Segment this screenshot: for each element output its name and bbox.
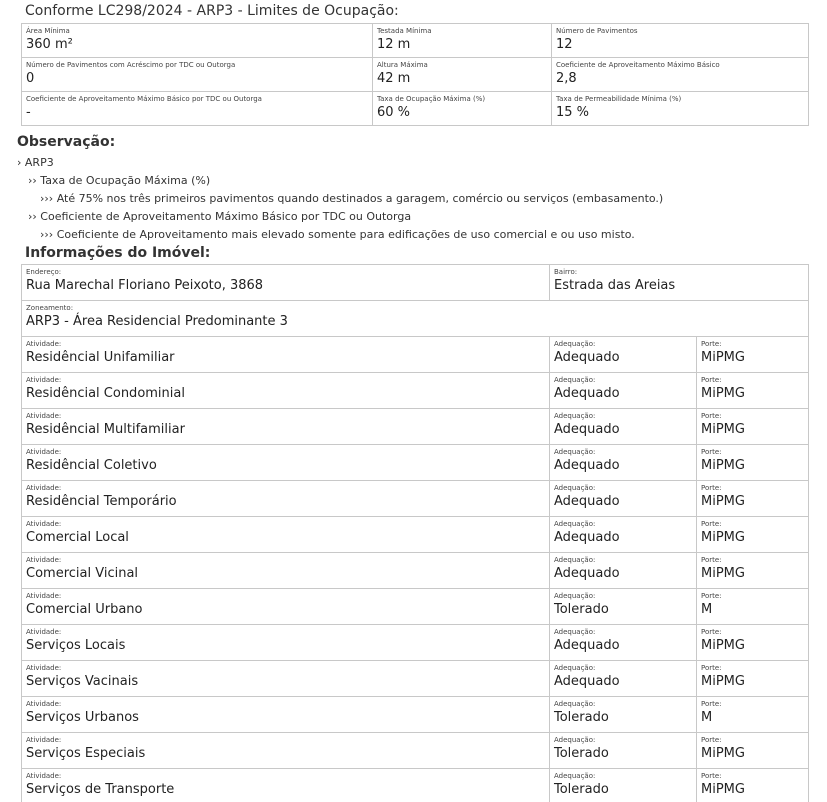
limits-cell (373, 92, 552, 126)
bairro-label: Bairro: (554, 268, 578, 276)
limit-label: Altura Máxima (377, 61, 428, 69)
atividade-cell (22, 373, 550, 409)
adequacao-value: Adequado (554, 494, 620, 509)
limit-label: Taxa de Permeabilidade Mínima (%) (556, 95, 682, 103)
adequacao-label: Adequação: (554, 736, 596, 744)
porte-value: MiPMG (701, 530, 745, 545)
limits-cell (373, 58, 552, 92)
atividade-label: Atividade: (26, 520, 62, 528)
atividade-cell (22, 697, 550, 733)
limit-value: 15 % (556, 105, 590, 120)
porte-label: Porte: (701, 736, 722, 744)
adequacao-cell (550, 409, 697, 445)
limit-value: - (26, 105, 31, 120)
adequacao-value: Tolerado (554, 746, 609, 761)
bairro-value: Estrada das Areias (554, 278, 676, 293)
atividade-label: Atividade: (26, 664, 62, 672)
porte-label: Porte: (701, 520, 722, 528)
adequacao-label: Adequação: (554, 592, 596, 600)
porte-cell (697, 625, 809, 661)
porte-value: M (701, 602, 713, 617)
porte-cell (697, 481, 809, 517)
atividade-value: Residêncial Unifamiliar (26, 350, 175, 365)
adequacao-label: Adequação: (554, 412, 596, 420)
adequacao-cell (550, 445, 697, 481)
atividade-cell (22, 733, 550, 769)
porte-cell (697, 409, 809, 445)
porte-label: Porte: (701, 772, 722, 780)
adequacao-value: Adequado (554, 386, 620, 401)
bairro-cell (550, 265, 809, 301)
adequacao-cell (550, 517, 697, 553)
limits-cell (22, 24, 373, 58)
adequacao-label: Adequação: (554, 340, 596, 348)
atividade-row (22, 445, 809, 481)
porte-cell (697, 445, 809, 481)
observacao-line: ››› Até 75% nos três primeiros pavimentos quando destinados a garagem, comércio ou serviços (embasamento.) (40, 192, 664, 205)
atividade-cell (22, 445, 550, 481)
adequacao-cell (550, 697, 697, 733)
limit-value: 42 m (377, 71, 411, 86)
limit-value: 2,8 (556, 71, 577, 86)
adequacao-cell (550, 337, 697, 373)
atividade-row (22, 697, 809, 733)
atividade-value: Residêncial Multifamiliar (26, 422, 185, 437)
observacao-line: ›› Coeficiente de Aproveitamento Máximo Básico por TDC ou Outorga (28, 210, 412, 223)
adequacao-value: Adequado (554, 422, 620, 437)
porte-label: Porte: (701, 448, 722, 456)
atividade-value: Comercial Local (26, 530, 129, 545)
limit-label: Testada Mínima (377, 27, 432, 35)
porte-label: Porte: (701, 484, 722, 492)
atividade-cell (22, 553, 550, 589)
porte-value: M (701, 710, 713, 725)
adequacao-value: Adequado (554, 530, 620, 545)
limits-cell (552, 24, 809, 58)
limit-label: Coeficiente de Aproveitamento Máximo Básico (556, 61, 720, 69)
limit-label: Coeficiente de Aproveitamento Máximo Básico por TDC ou Outorga (26, 95, 262, 103)
adequacao-label: Adequação: (554, 484, 596, 492)
atividade-row (22, 625, 809, 661)
atividade-cell (22, 337, 550, 373)
atividade-value: Serviços Vacinais (26, 674, 139, 689)
atividade-row (22, 589, 809, 625)
atividade-cell (22, 769, 550, 802)
adequacao-cell (550, 661, 697, 697)
porte-cell (697, 373, 809, 409)
atividade-row (22, 769, 809, 802)
limits-cell (22, 92, 373, 126)
limit-value: 12 (556, 37, 573, 52)
limit-value: 60 % (377, 105, 411, 120)
adequacao-cell (550, 769, 697, 802)
porte-value: MiPMG (701, 422, 745, 437)
atividade-cell (22, 589, 550, 625)
adequacao-value: Adequado (554, 458, 620, 473)
porte-value: MiPMG (701, 386, 745, 401)
atividade-label: Atividade: (26, 628, 62, 636)
atividade-cell (22, 661, 550, 697)
adequacao-cell (550, 481, 697, 517)
atividade-label: Atividade: (26, 484, 62, 492)
adequacao-value: Tolerado (554, 710, 609, 725)
porte-label: Porte: (701, 664, 722, 672)
adequacao-label: Adequação: (554, 772, 596, 780)
page-title: Conforme LC298/2024 - ARP3 - Limites de Ocupação: (25, 3, 399, 19)
adequacao-cell (550, 625, 697, 661)
limits-table (21, 23, 809, 126)
atividade-value: Comercial Urbano (26, 602, 143, 617)
atividade-row (22, 409, 809, 445)
limit-label: Área Mínima (26, 27, 70, 35)
atividade-cell (22, 625, 550, 661)
porte-cell (697, 517, 809, 553)
observacao-title: Observação: (17, 134, 116, 150)
limit-value: 12 m (377, 37, 411, 52)
endereco-row (22, 265, 809, 301)
limits-row (22, 24, 809, 58)
atividade-row (22, 481, 809, 517)
porte-label: Porte: (701, 376, 722, 384)
adequacao-value: Adequado (554, 350, 620, 365)
adequacao-value: Tolerado (554, 602, 609, 617)
limit-label: Taxa de Ocupação Máxima (%) (377, 95, 486, 103)
adequacao-label: Adequação: (554, 556, 596, 564)
porte-label: Porte: (701, 556, 722, 564)
porte-label: Porte: (701, 412, 722, 420)
porte-label: Porte: (701, 700, 722, 708)
adequacao-value: Adequado (554, 674, 620, 689)
porte-value: MiPMG (701, 458, 745, 473)
adequacao-value: Adequado (554, 566, 620, 581)
atividade-row (22, 733, 809, 769)
porte-label: Porte: (701, 340, 722, 348)
limit-label: Número de Pavimentos com Acréscimo por TDC ou Outorga (26, 61, 236, 69)
porte-value: MiPMG (701, 674, 745, 689)
atividade-value: Serviços Urbanos (26, 710, 139, 725)
limits-row (22, 58, 809, 92)
porte-cell (697, 553, 809, 589)
zoneamento-cell (22, 301, 809, 337)
adequacao-label: Adequação: (554, 520, 596, 528)
observacao-line: ›› Taxa de Ocupação Máxima (%) (28, 174, 211, 187)
adequacao-label: Adequação: (554, 448, 596, 456)
atividade-label: Atividade: (26, 736, 62, 744)
atividade-label: Atividade: (26, 556, 62, 564)
adequacao-value: Adequado (554, 638, 620, 653)
adequacao-label: Adequação: (554, 628, 596, 636)
porte-value: MiPMG (701, 350, 745, 365)
atividade-value: Serviços Especiais (26, 746, 146, 761)
porte-cell (697, 337, 809, 373)
atividade-label: Atividade: (26, 772, 62, 780)
limit-value: 360 m² (26, 37, 73, 52)
porte-value: MiPMG (701, 494, 745, 509)
porte-label: Porte: (701, 592, 722, 600)
atividade-row (22, 337, 809, 373)
porte-cell (697, 697, 809, 733)
atividade-value: Serviços de Transporte (26, 782, 175, 797)
atividade-label: Atividade: (26, 340, 62, 348)
adequacao-label: Adequação: (554, 664, 596, 672)
atividade-label: Atividade: (26, 700, 62, 708)
endereco-label: Endereço: (26, 268, 62, 276)
atividade-row (22, 517, 809, 553)
atividade-value: Serviços Locais (26, 638, 126, 653)
zoneamento-value: ARP3 - Área Residencial Predominante 3 (26, 314, 288, 329)
atividade-label: Atividade: (26, 448, 62, 456)
limits-cell (22, 58, 373, 92)
observacao-line: › ARP3 (17, 156, 54, 169)
limit-value: 0 (26, 71, 35, 86)
adequacao-cell (550, 589, 697, 625)
zoneamento-row (22, 301, 809, 337)
atividade-value: Residêncial Condominial (26, 386, 185, 401)
porte-value: MiPMG (701, 746, 745, 761)
porte-cell (697, 589, 809, 625)
endereco-cell (22, 265, 550, 301)
atividade-value: Residêncial Coletivo (26, 458, 157, 473)
porte-value: MiPMG (701, 638, 745, 653)
observacao-line: ››› Coeficiente de Aproveitamento mais elevado somente para edificações de uso comercial e ou uso misto. (40, 228, 635, 241)
atividade-cell (22, 481, 550, 517)
limits-cell (552, 58, 809, 92)
imovel-title: Informações do Imóvel: (25, 245, 211, 261)
porte-cell (697, 733, 809, 769)
limits-cell (373, 24, 552, 58)
atividade-row (22, 661, 809, 697)
atividade-row (22, 373, 809, 409)
porte-value: MiPMG (701, 782, 745, 797)
zoneamento-label: Zoneamento: (26, 304, 74, 312)
porte-cell (697, 769, 809, 802)
atividade-label: Atividade: (26, 592, 62, 600)
limits-cell (552, 92, 809, 126)
atividade-cell (22, 409, 550, 445)
atividade-row (22, 553, 809, 589)
imovel-table (21, 264, 809, 802)
endereco-value: Rua Marechal Floriano Peixoto, 3868 (26, 278, 264, 293)
adequacao-label: Adequação: (554, 700, 596, 708)
atividade-cell (22, 517, 550, 553)
adequacao-cell (550, 553, 697, 589)
limit-label: Número de Pavimentos (556, 27, 638, 35)
adequacao-cell (550, 733, 697, 769)
atividade-value: Comercial Vicinal (26, 566, 139, 581)
adequacao-label: Adequação: (554, 376, 596, 384)
porte-cell (697, 661, 809, 697)
porte-label: Porte: (701, 628, 722, 636)
porte-value: MiPMG (701, 566, 745, 581)
atividade-label: Atividade: (26, 376, 62, 384)
limits-row (22, 92, 809, 126)
adequacao-value: Tolerado (554, 782, 609, 797)
adequacao-cell (550, 373, 697, 409)
atividade-value: Residêncial Temporário (26, 494, 177, 509)
atividade-label: Atividade: (26, 412, 62, 420)
